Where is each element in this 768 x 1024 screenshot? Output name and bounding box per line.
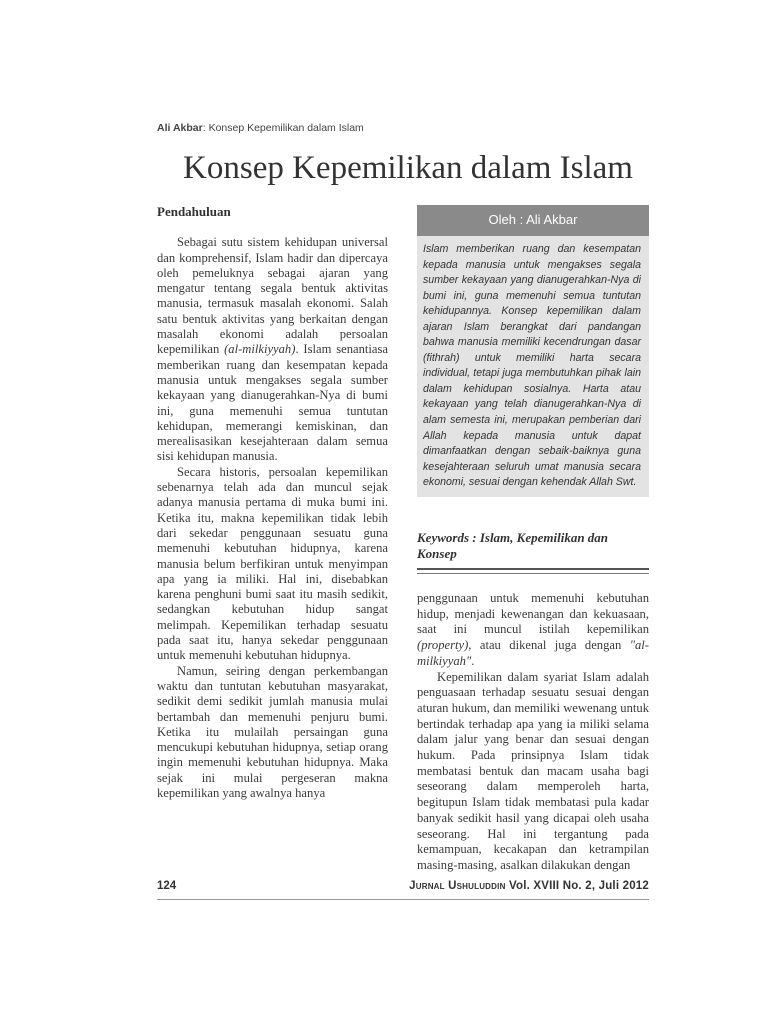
running-head-separator: : bbox=[202, 122, 209, 134]
running-head-title: Konsep Kepemilikan dalam Islam bbox=[208, 122, 364, 134]
right-paragraph-2: Kepemilikan dalam syariat Islam adalah penguasaan terhadap sesuatu sesuai dengan aturan hukum, dan memiliki wewenang untuk bertindak terhadap apa yang ia miliki selama dalam jalur yang benar dan sesuai dengan hukum. Pada prinsipnya Islam tidak membatasi bentuk dan macam usaha bagi seseorang dalam memperoleh harta, begitupun Islam tidak membatasi pula kadar banyak sedikit hasil yang dicapai oleh usaha seseorang. Hal ini tergantung pada kemampuan, kecakapan dan ketrampilan masing-masing, asalkan dilakukan dengan bbox=[417, 669, 649, 872]
term-al-milkiyyah-quoted: "al-milkiyyah" bbox=[417, 638, 649, 668]
left-paragraph-2: Secara historis, persoalan kepemilikan sebenarnya telah ada dan muncul sejak adanya manusia pertama di muka bumi ini. Ketika itu, makna kepemilikan tidak lebih dari sekedar penggunaan sesuatu guna memenuhi kebutuhan hidupnya, karena manusia belum berfikiran untuk menyimpan apa yang ia miliki. Hal ini, disebabkan karena penghuni bumi saat itu masih sedikit, sedangkan kebutuhan hidup sangat melimpah. Kepemilikan terhadap sesuatu pada saat itu, hanya sekedar penggunaan untuk memenuhi kebutuhan hidupnya. bbox=[157, 464, 388, 663]
keywords: Keywords : Islam, Kepemilikan dan Konsep bbox=[417, 530, 609, 561]
term-property: (property) bbox=[417, 638, 469, 653]
term-al-milkiyyah: (al-milkiyyah) bbox=[224, 342, 296, 357]
keywords-divider bbox=[417, 568, 649, 570]
left-paragraph-3: Namun, seiring dengan perkembangan waktu dan tuntutan kebutuhan masyarakat, sedikit demi sedikit jumlah manusia mulai bertambah dan memenuhi penjuru bumi. Ketika itu mulailah persaingan guna mencukupi kebutuhan hidupnya, setiap orang ingin memenuhi kebutuhan hidupnya. Maka sejak ini mulai pergeseran makna kepemilikan yang awalnya hanya bbox=[157, 663, 388, 800]
left-column bbox=[157, 204, 388, 801]
right-column bbox=[417, 591, 649, 874]
journal-footer bbox=[409, 880, 649, 892]
running-head bbox=[157, 122, 364, 134]
keywords-divider-thin bbox=[417, 573, 649, 574]
abstract-author-header: Oleh : Ali Akbar bbox=[417, 205, 649, 236]
journal-volume: Vol. XVIII No. 2, Juli 2012 bbox=[508, 880, 649, 892]
left-paragraph-1: Sebagai sutu sistem kehidupan universal dan komprehensif, Islam hadir dan dipercaya oleh pemeluknya sebagai ajaran yang mengatur tentang segala bentuk aktivitas manusia, termasuk masalah ekonomi. Salah satu bentuk aktivitas yang berkaitan dengan masalah ekonomi adalah persoalan kepemilikan (al-milkiyyah). Islam senantiasa memberikan ruang dan kesempatan kepada manusia untuk mengakses segala sumber kekayaan yang dianugerahkan-Nya di bumi ini, guna memenuhi semua tuntutan kehidupan, memerangi kemiskinan, dan merealisasikan kesejahteraan dalam semua sisi kehidupan manusia. bbox=[157, 235, 388, 464]
journal-name: Jurnal Ushuluddin bbox=[409, 880, 506, 892]
running-head-author: Ali Akbar bbox=[157, 122, 203, 134]
section-heading: Pendahuluan bbox=[157, 204, 231, 219]
right-paragraph-1: penggunaan untuk memenuhi kebutuhan hidup, menjadi kewenangan dan kekuasaan, saat ini muncul istilah kepemilikan (property), atau dikenal juga dengan "al-milkiyyah". bbox=[417, 591, 649, 668]
abstract-text: Islam memberikan ruang dan kesempatan kepada manusia untuk mengakses segala sumber kekayaan yang dianugerahkan-Nya di bumi ini, guna memenuhi semua tuntutan kehidupannya. Konsep kepemilikan dalam ajaran Islam berangkat dari pandangan bahwa manusia memiliki kecendrungan dasar (fithrah) untuk memiliki harta secara individual, tetapi juga membutuhkan pihak lain dalam kehidupan sosialnya. Harta atau kekayaan yang telah dianugerahkan-Nya di alam semesta ini, merupakan pemberian dari Allah kepada manusia untuk dapat dimanfaatkan dengan sebaik-baiknya guna kesejahteraan seluruh umat manusia secara ekonomi, sesuai dengan kehendak Allah Swt. bbox=[423, 243, 641, 489]
page-number: 124 bbox=[157, 880, 177, 892]
footer-rule bbox=[157, 899, 649, 900]
abstract-box bbox=[417, 205, 649, 497]
article-title: Konsep Kepemilikan dalam Islam bbox=[183, 150, 633, 186]
